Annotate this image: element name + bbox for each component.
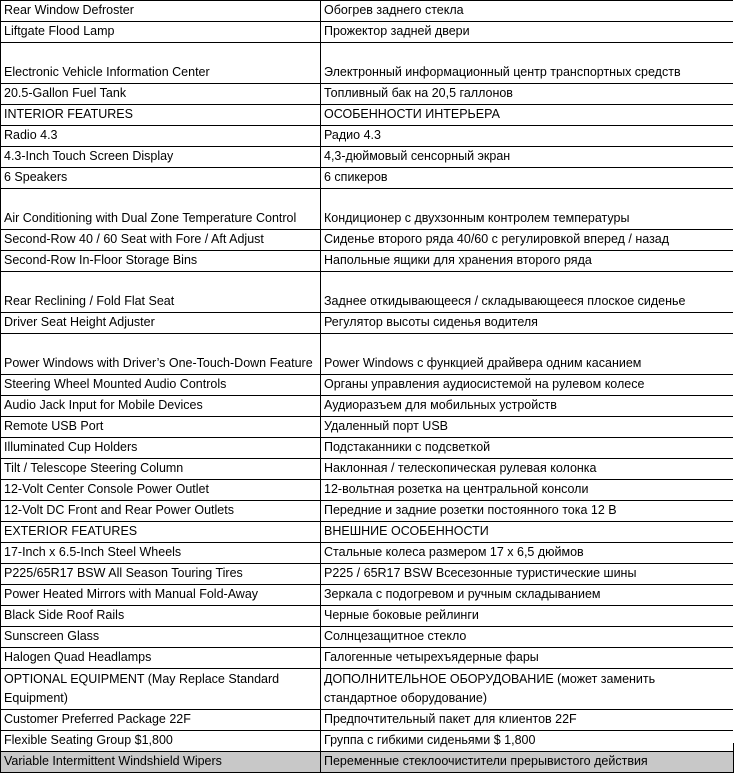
cell-english[interactable]: 12-Volt Center Console Power Outlet: [1, 480, 321, 501]
table-row[interactable]: [1, 126, 734, 147]
cell-english[interactable]: Sunscreen Glass: [1, 627, 321, 648]
table-row[interactable]: [1, 648, 734, 669]
cell-english[interactable]: Steering Wheel Mounted Audio Controls: [1, 375, 321, 396]
table-row[interactable]: [1, 105, 734, 126]
cell-russian[interactable]: P225 / 65R17 BSW Всесезонные туристические шины: [321, 564, 734, 585]
cell-english[interactable]: Variable Intermittent Windshield Wipers: [1, 752, 321, 773]
cell-russian[interactable]: Сиденье второго ряда 40/60 с регулировкой вперед / назад: [321, 230, 734, 251]
table-row[interactable]: [1, 84, 734, 105]
table-row[interactable]: [1, 375, 734, 396]
table-row[interactable]: [1, 459, 734, 480]
cell-russian[interactable]: Черные боковые рейлинги: [321, 606, 734, 627]
cell-russian[interactable]: Зеркала с подогревом и ручным складыванием: [321, 585, 734, 606]
cell-english[interactable]: Remote USB Port: [1, 417, 321, 438]
table-row[interactable]: [1, 627, 734, 648]
table-row[interactable]: [1, 313, 734, 334]
cell-russian[interactable]: Переменные стеклоочистители прерывистого действия: [321, 752, 734, 773]
cell-english[interactable]: OPTIONAL EQUIPMENT (May Replace Standard Equipment): [1, 669, 321, 710]
cell-english[interactable]: Air Conditioning with Dual Zone Temperature Control: [1, 189, 321, 230]
table-row[interactable]: [1, 710, 734, 731]
cell-russian[interactable]: Наклонная / телескопическая рулевая колонка: [321, 459, 734, 480]
table-row[interactable]: [1, 752, 734, 773]
cell-russian[interactable]: Обогрев заднего стекла: [321, 1, 734, 22]
table-row[interactable]: [1, 43, 734, 84]
table-row[interactable]: [1, 251, 734, 272]
cell-russian[interactable]: 4,3-дюймовый сенсорный экран: [321, 147, 734, 168]
cell-russian[interactable]: Прожектор задней двери: [321, 22, 734, 43]
cell-russian[interactable]: Power Windows с функцией драйвера одним касанием: [321, 334, 734, 375]
cell-english[interactable]: Black Side Roof Rails: [1, 606, 321, 627]
table-row[interactable]: [1, 543, 734, 564]
cell-english[interactable]: Second-Row 40 / 60 Seat with Fore / Aft Adjust: [1, 230, 321, 251]
cell-english[interactable]: 4.3-Inch Touch Screen Display: [1, 147, 321, 168]
cell-russian[interactable]: Галогенные четырехъядерные фары: [321, 648, 734, 669]
table-row[interactable]: [1, 669, 734, 710]
cell-english[interactable]: 20.5-Gallon Fuel Tank: [1, 84, 321, 105]
table-row[interactable]: [1, 501, 734, 522]
cell-english[interactable]: Audio Jack Input for Mobile Devices: [1, 396, 321, 417]
cell-english[interactable]: 12-Volt DC Front and Rear Power Outlets: [1, 501, 321, 522]
cell-english[interactable]: Driver Seat Height Adjuster: [1, 313, 321, 334]
table-row[interactable]: [1, 147, 734, 168]
table-row[interactable]: [1, 396, 734, 417]
table-row[interactable]: [1, 1, 734, 22]
table-row[interactable]: [1, 334, 734, 375]
cell-english[interactable]: Rear Window Defroster: [1, 1, 321, 22]
cell-english[interactable]: Radio 4.3: [1, 126, 321, 147]
cell-russian[interactable]: Солнцезащитное стекло: [321, 627, 734, 648]
cell-russian[interactable]: Заднее откидывающееся / складывающееся плоское сиденье: [321, 272, 734, 313]
table-row[interactable]: [1, 189, 734, 230]
cell-english[interactable]: Liftgate Flood Lamp: [1, 22, 321, 43]
cell-english[interactable]: Halogen Quad Headlamps: [1, 648, 321, 669]
cell-english[interactable]: Rear Reclining / Fold Flat Seat: [1, 272, 321, 313]
cell-russian[interactable]: Передние и задние розетки постоянного тока 12 В: [321, 501, 734, 522]
cell-russian[interactable]: Подстаканники с подсветкой: [321, 438, 734, 459]
cell-english[interactable]: Power Heated Mirrors with Manual Fold-Away: [1, 585, 321, 606]
table-row[interactable]: [1, 272, 734, 313]
cell-english[interactable]: 17-Inch x 6.5-Inch Steel Wheels: [1, 543, 321, 564]
cell-english[interactable]: Flexible Seating Group $1,800: [1, 731, 321, 752]
cell-russian[interactable]: Аудиоразъем для мобильных устройств: [321, 396, 734, 417]
table-row[interactable]: [1, 585, 734, 606]
table-row[interactable]: [1, 731, 734, 752]
cell-russian[interactable]: Предпочтительный пакет для клиентов 22F: [321, 710, 734, 731]
table-body: [1, 1, 734, 773]
cell-russian[interactable]: Органы управления аудиосистемой на рулевом колесе: [321, 375, 734, 396]
cell-russian[interactable]: Удаленный порт USB: [321, 417, 734, 438]
cell-russian[interactable]: Напольные ящики для хранения второго ряда: [321, 251, 734, 272]
table-row[interactable]: [1, 606, 734, 627]
cell-english[interactable]: EXTERIOR FEATURES: [1, 522, 321, 543]
cell-russian[interactable]: ДОПОЛНИТЕЛЬНОЕ ОБОРУДОВАНИЕ (может заменить стандартное оборудование): [321, 669, 734, 710]
cell-russian[interactable]: Топливный бак на 20,5 галлонов: [321, 84, 734, 105]
cell-russian[interactable]: 12-вольтная розетка на центральной консоли: [321, 480, 734, 501]
cell-english[interactable]: P225/65R17 BSW All Season Touring Tires: [1, 564, 321, 585]
cell-english[interactable]: Power Windows with Driver’s One-Touch-Down Feature: [1, 334, 321, 375]
cell-english[interactable]: Second-Row In-Floor Storage Bins: [1, 251, 321, 272]
cell-russian[interactable]: 6 спикеров: [321, 168, 734, 189]
cell-russian[interactable]: Стальные колеса размером 17 x 6,5 дюймов: [321, 543, 734, 564]
table-row[interactable]: [1, 522, 734, 543]
cell-russian[interactable]: Электронный информационный центр транспортных средств: [321, 43, 734, 84]
sheet-right-edge: [733, 0, 738, 743]
cell-russian[interactable]: Группа с гибкими сиденьями $ 1,800: [321, 731, 734, 752]
table-row[interactable]: [1, 480, 734, 501]
cell-english[interactable]: Illuminated Cup Holders: [1, 438, 321, 459]
cell-russian[interactable]: ВНЕШНИЕ ОСОБЕННОСТИ: [321, 522, 734, 543]
table-row[interactable]: [1, 22, 734, 43]
cell-english[interactable]: INTERIOR FEATURES: [1, 105, 321, 126]
cell-english[interactable]: 6 Speakers: [1, 168, 321, 189]
cell-english[interactable]: Electronic Vehicle Information Center: [1, 43, 321, 84]
cell-english[interactable]: Customer Preferred Package 22F: [1, 710, 321, 731]
cell-russian[interactable]: Радио 4.3: [321, 126, 734, 147]
table-row[interactable]: [1, 438, 734, 459]
cell-english[interactable]: Tilt / Telescope Steering Column: [1, 459, 321, 480]
table-row[interactable]: [1, 564, 734, 585]
cell-russian[interactable]: Регулятор высоты сиденья водителя: [321, 313, 734, 334]
table-row[interactable]: [1, 168, 734, 189]
cell-russian[interactable]: ОСОБЕННОСТИ ИНТЕРЬЕРА: [321, 105, 734, 126]
table-row[interactable]: [1, 417, 734, 438]
table-row[interactable]: [1, 230, 734, 251]
cell-russian[interactable]: Кондиционер с двухзонным контролем температуры: [321, 189, 734, 230]
